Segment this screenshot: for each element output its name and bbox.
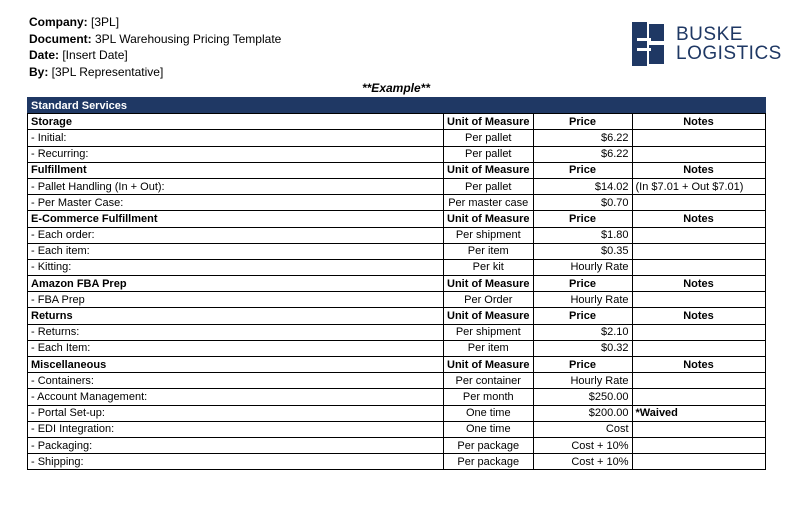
table-cell-c4: Notes xyxy=(632,114,765,130)
table-cell-c4 xyxy=(632,292,765,308)
logo-line2: LOGISTICS xyxy=(676,43,782,64)
document-meta xyxy=(29,14,281,80)
table-cell-c3: Price xyxy=(533,162,632,178)
table-cell-c3: Hourly Rate xyxy=(533,259,632,275)
table-cell-c3: $0.32 xyxy=(533,340,632,356)
table-cell-c2: Unit of Measure xyxy=(444,357,534,373)
table-title-row xyxy=(28,98,766,114)
table-cell-c3: $2.10 xyxy=(533,324,632,340)
table-cell-c2: Per pallet xyxy=(444,178,534,194)
table-cell-c2: Per shipment xyxy=(444,227,534,243)
document-line xyxy=(29,31,281,48)
by-value: [3PL Representative] xyxy=(48,64,164,79)
table-cell-c3: Price xyxy=(533,211,632,227)
table-cell-c3: $14.02 xyxy=(533,178,632,194)
table-cell-c3: Price xyxy=(533,114,632,130)
table-row xyxy=(28,292,766,308)
table-cell-c3: $6.22 xyxy=(533,146,632,162)
table-cell-c2: Per container xyxy=(444,373,534,389)
table-cell-c2: Per shipment xyxy=(444,324,534,340)
company-line xyxy=(29,14,281,31)
date-label: Date: xyxy=(29,48,60,62)
table-cell-c1: - Portal Set-up: xyxy=(28,405,444,421)
table-title: Standard Services xyxy=(28,98,444,114)
table-row xyxy=(28,259,766,275)
table-cell-c1: - EDI Integration: xyxy=(28,421,444,437)
table-cell-c1: - Returns: xyxy=(28,324,444,340)
table-cell-c3: Cost + 10% xyxy=(533,437,632,453)
table-cell-c4: Notes xyxy=(632,162,765,178)
section-header-row xyxy=(28,162,766,178)
table-cell-c4 xyxy=(632,227,765,243)
table-cell-c4 xyxy=(632,243,765,259)
table-cell-c3: Cost + 10% xyxy=(533,454,632,470)
section-header-row xyxy=(28,308,766,324)
date-line xyxy=(29,47,281,64)
example-label: **Example** xyxy=(361,81,431,95)
table-cell-c1: Amazon FBA Prep xyxy=(28,276,444,292)
table-cell-c3: Price xyxy=(533,308,632,324)
table-cell-c4: Notes xyxy=(632,357,765,373)
table-cell-c3: $6.22 xyxy=(533,130,632,146)
table-cell-c4 xyxy=(632,146,765,162)
table-cell-c1: - Account Management: xyxy=(28,389,444,405)
table-cell-c4 xyxy=(632,195,765,211)
table-cell-c3: $200.00 xyxy=(533,405,632,421)
document-label: Document: xyxy=(29,31,92,46)
by-label: By: xyxy=(29,64,49,79)
section-header-row xyxy=(28,276,766,292)
table-cell-c2: Per package xyxy=(444,454,534,470)
table-cell-c2: Per pallet xyxy=(444,130,534,146)
table-row xyxy=(28,340,766,356)
table-row xyxy=(28,146,766,162)
table-cell-c3: $0.35 xyxy=(533,243,632,259)
table-cell-c1: Fulfillment xyxy=(28,162,444,178)
company-label: Company: xyxy=(29,15,88,29)
logo-line1: BUSKE xyxy=(676,24,743,45)
table-row xyxy=(28,324,766,340)
buske-logo-icon xyxy=(632,22,666,66)
table-cell-c1: - Containers: xyxy=(28,373,444,389)
table-cell-c4 xyxy=(632,454,765,470)
table-cell-c4 xyxy=(632,373,765,389)
table-cell-c1: Returns xyxy=(28,308,444,324)
table-cell-c1: - Pallet Handling (In + Out): xyxy=(28,178,444,194)
pricing-table xyxy=(27,97,766,470)
table-cell-c2: One time xyxy=(444,421,534,437)
table-row xyxy=(28,178,766,194)
table-cell-c3: Price xyxy=(533,357,632,373)
table-row xyxy=(28,373,766,389)
table-row xyxy=(28,389,766,405)
table-cell-c3: Cost xyxy=(533,421,632,437)
table-cell-c2: Unit of Measure xyxy=(444,211,534,227)
table-cell-c1: Storage xyxy=(28,114,444,130)
table-cell-c4 xyxy=(632,437,765,453)
table-cell-c4: *Waived xyxy=(632,405,765,421)
table-cell-c2: Per kit xyxy=(444,259,534,275)
table-cell-c2: Per month xyxy=(444,389,534,405)
table-cell-c1: - Initial: xyxy=(28,130,444,146)
section-header-row xyxy=(28,114,766,130)
table-cell-c1: Miscellaneous xyxy=(28,357,444,373)
table-row xyxy=(28,130,766,146)
table-cell-c1: - Each order: xyxy=(28,227,444,243)
table-cell-c4 xyxy=(632,389,765,405)
table-cell-c4: (In $7.01 + Out $7.01) xyxy=(632,178,765,194)
section-header-row xyxy=(28,357,766,373)
table-cell-c1: - Packaging: xyxy=(28,437,444,453)
section-header-row xyxy=(28,211,766,227)
table-cell-c3: $1.80 xyxy=(533,227,632,243)
table-cell-c4 xyxy=(632,259,765,275)
table-cell-c4: Notes xyxy=(632,308,765,324)
table-cell-c1: - Per Master Case: xyxy=(28,195,444,211)
table-cell-c1: - Shipping: xyxy=(28,454,444,470)
table-cell-c1: - Recurring: xyxy=(28,146,444,162)
table-cell-c3: $250.00 xyxy=(533,389,632,405)
table-cell-c1: - Kitting: xyxy=(28,259,444,275)
table-cell-c2: Per package xyxy=(444,437,534,453)
table-cell-c2: Per master case xyxy=(444,195,534,211)
table-cell-c2: Per item xyxy=(444,340,534,356)
table-cell-c4 xyxy=(632,130,765,146)
table-row xyxy=(28,195,766,211)
table-row xyxy=(28,437,766,453)
table-cell-c3: Hourly Rate xyxy=(533,373,632,389)
company-value: [3PL] xyxy=(87,15,120,29)
table-cell-c4 xyxy=(632,324,765,340)
table-cell-c2: Per item xyxy=(444,243,534,259)
table-cell-c1: E-Commerce Fulfillment xyxy=(28,211,444,227)
document-value: 3PL Warehousing Pricing Template xyxy=(91,31,282,46)
table-cell-c1: - Each item: xyxy=(28,243,444,259)
by-line xyxy=(29,64,281,81)
table-cell-c2: Unit of Measure xyxy=(444,308,534,324)
table-row xyxy=(28,454,766,470)
table-cell-c3: $0.70 xyxy=(533,195,632,211)
table-cell-c2: Per Order xyxy=(444,292,534,308)
table-cell-c2: Unit of Measure xyxy=(444,162,534,178)
table-cell-c4: Notes xyxy=(632,276,765,292)
table-row xyxy=(28,421,766,437)
logo-wordmark xyxy=(676,25,782,63)
table-cell-c4 xyxy=(632,421,765,437)
table-cell-c4: Notes xyxy=(632,211,765,227)
table-cell-c3: Price xyxy=(533,276,632,292)
table-cell-c1: - Each Item: xyxy=(28,340,444,356)
table-cell-c4 xyxy=(632,340,765,356)
buske-logo xyxy=(632,22,782,66)
date-value: [Insert Date] xyxy=(59,48,128,62)
table-cell-c2: One time xyxy=(444,405,534,421)
table-cell-c2: Per pallet xyxy=(444,146,534,162)
table-row xyxy=(28,243,766,259)
table-row xyxy=(28,227,766,243)
table-cell-c3: Hourly Rate xyxy=(533,292,632,308)
table-row xyxy=(28,405,766,421)
table-cell-c2: Unit of Measure xyxy=(444,276,534,292)
table-cell-c1: - FBA Prep xyxy=(28,292,444,308)
table-cell-c2: Unit of Measure xyxy=(444,114,534,130)
